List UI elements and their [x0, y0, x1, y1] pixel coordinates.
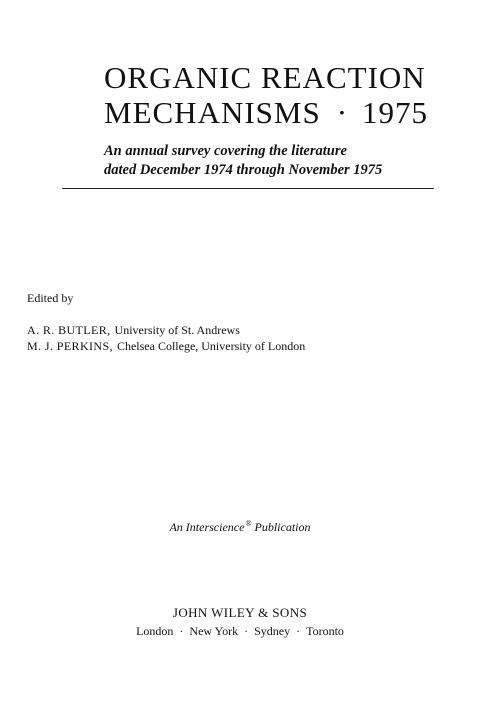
registered-mark: ®	[245, 519, 252, 528]
city-separator: ·	[296, 624, 301, 638]
horizontal-rule	[62, 188, 434, 189]
subtitle-line-1: An annual survey covering the literature	[104, 143, 347, 159]
book-title-year: 1975	[362, 95, 429, 130]
editor-name: A. R. BUTLER,	[27, 323, 111, 337]
publication-suffix: Publication	[251, 520, 311, 534]
edited-by-label: Edited by	[27, 291, 74, 305]
publication-imprint	[0, 519, 480, 535]
editor-affiliation: Chelsea College, University of London	[116, 339, 306, 353]
publication-prefix: An Interscience	[169, 520, 245, 534]
city-separator: ·	[179, 624, 184, 638]
book-title-word: MECHANISMS	[104, 95, 321, 130]
city-separator: ·	[244, 624, 249, 638]
city: New York	[189, 624, 239, 638]
editor-entry	[27, 339, 305, 354]
book-title-line-1: ORGANIC REACTION	[104, 60, 426, 95]
publisher-cities	[0, 624, 480, 639]
subtitle-line-2: dated December 1974 through November 1975	[104, 162, 383, 178]
editor-name: M. J. PERKINS,	[27, 339, 113, 353]
city: Toronto	[306, 624, 344, 638]
editor-affiliation: University of St. Andrews	[114, 323, 240, 337]
publisher-name: JOHN WILEY & SONS	[172, 605, 308, 620]
book-title-line-2	[104, 95, 428, 131]
title-separator: ·	[336, 95, 349, 130]
city: Sydney	[254, 624, 291, 638]
city: London	[136, 624, 174, 638]
editor-entry	[27, 323, 240, 338]
